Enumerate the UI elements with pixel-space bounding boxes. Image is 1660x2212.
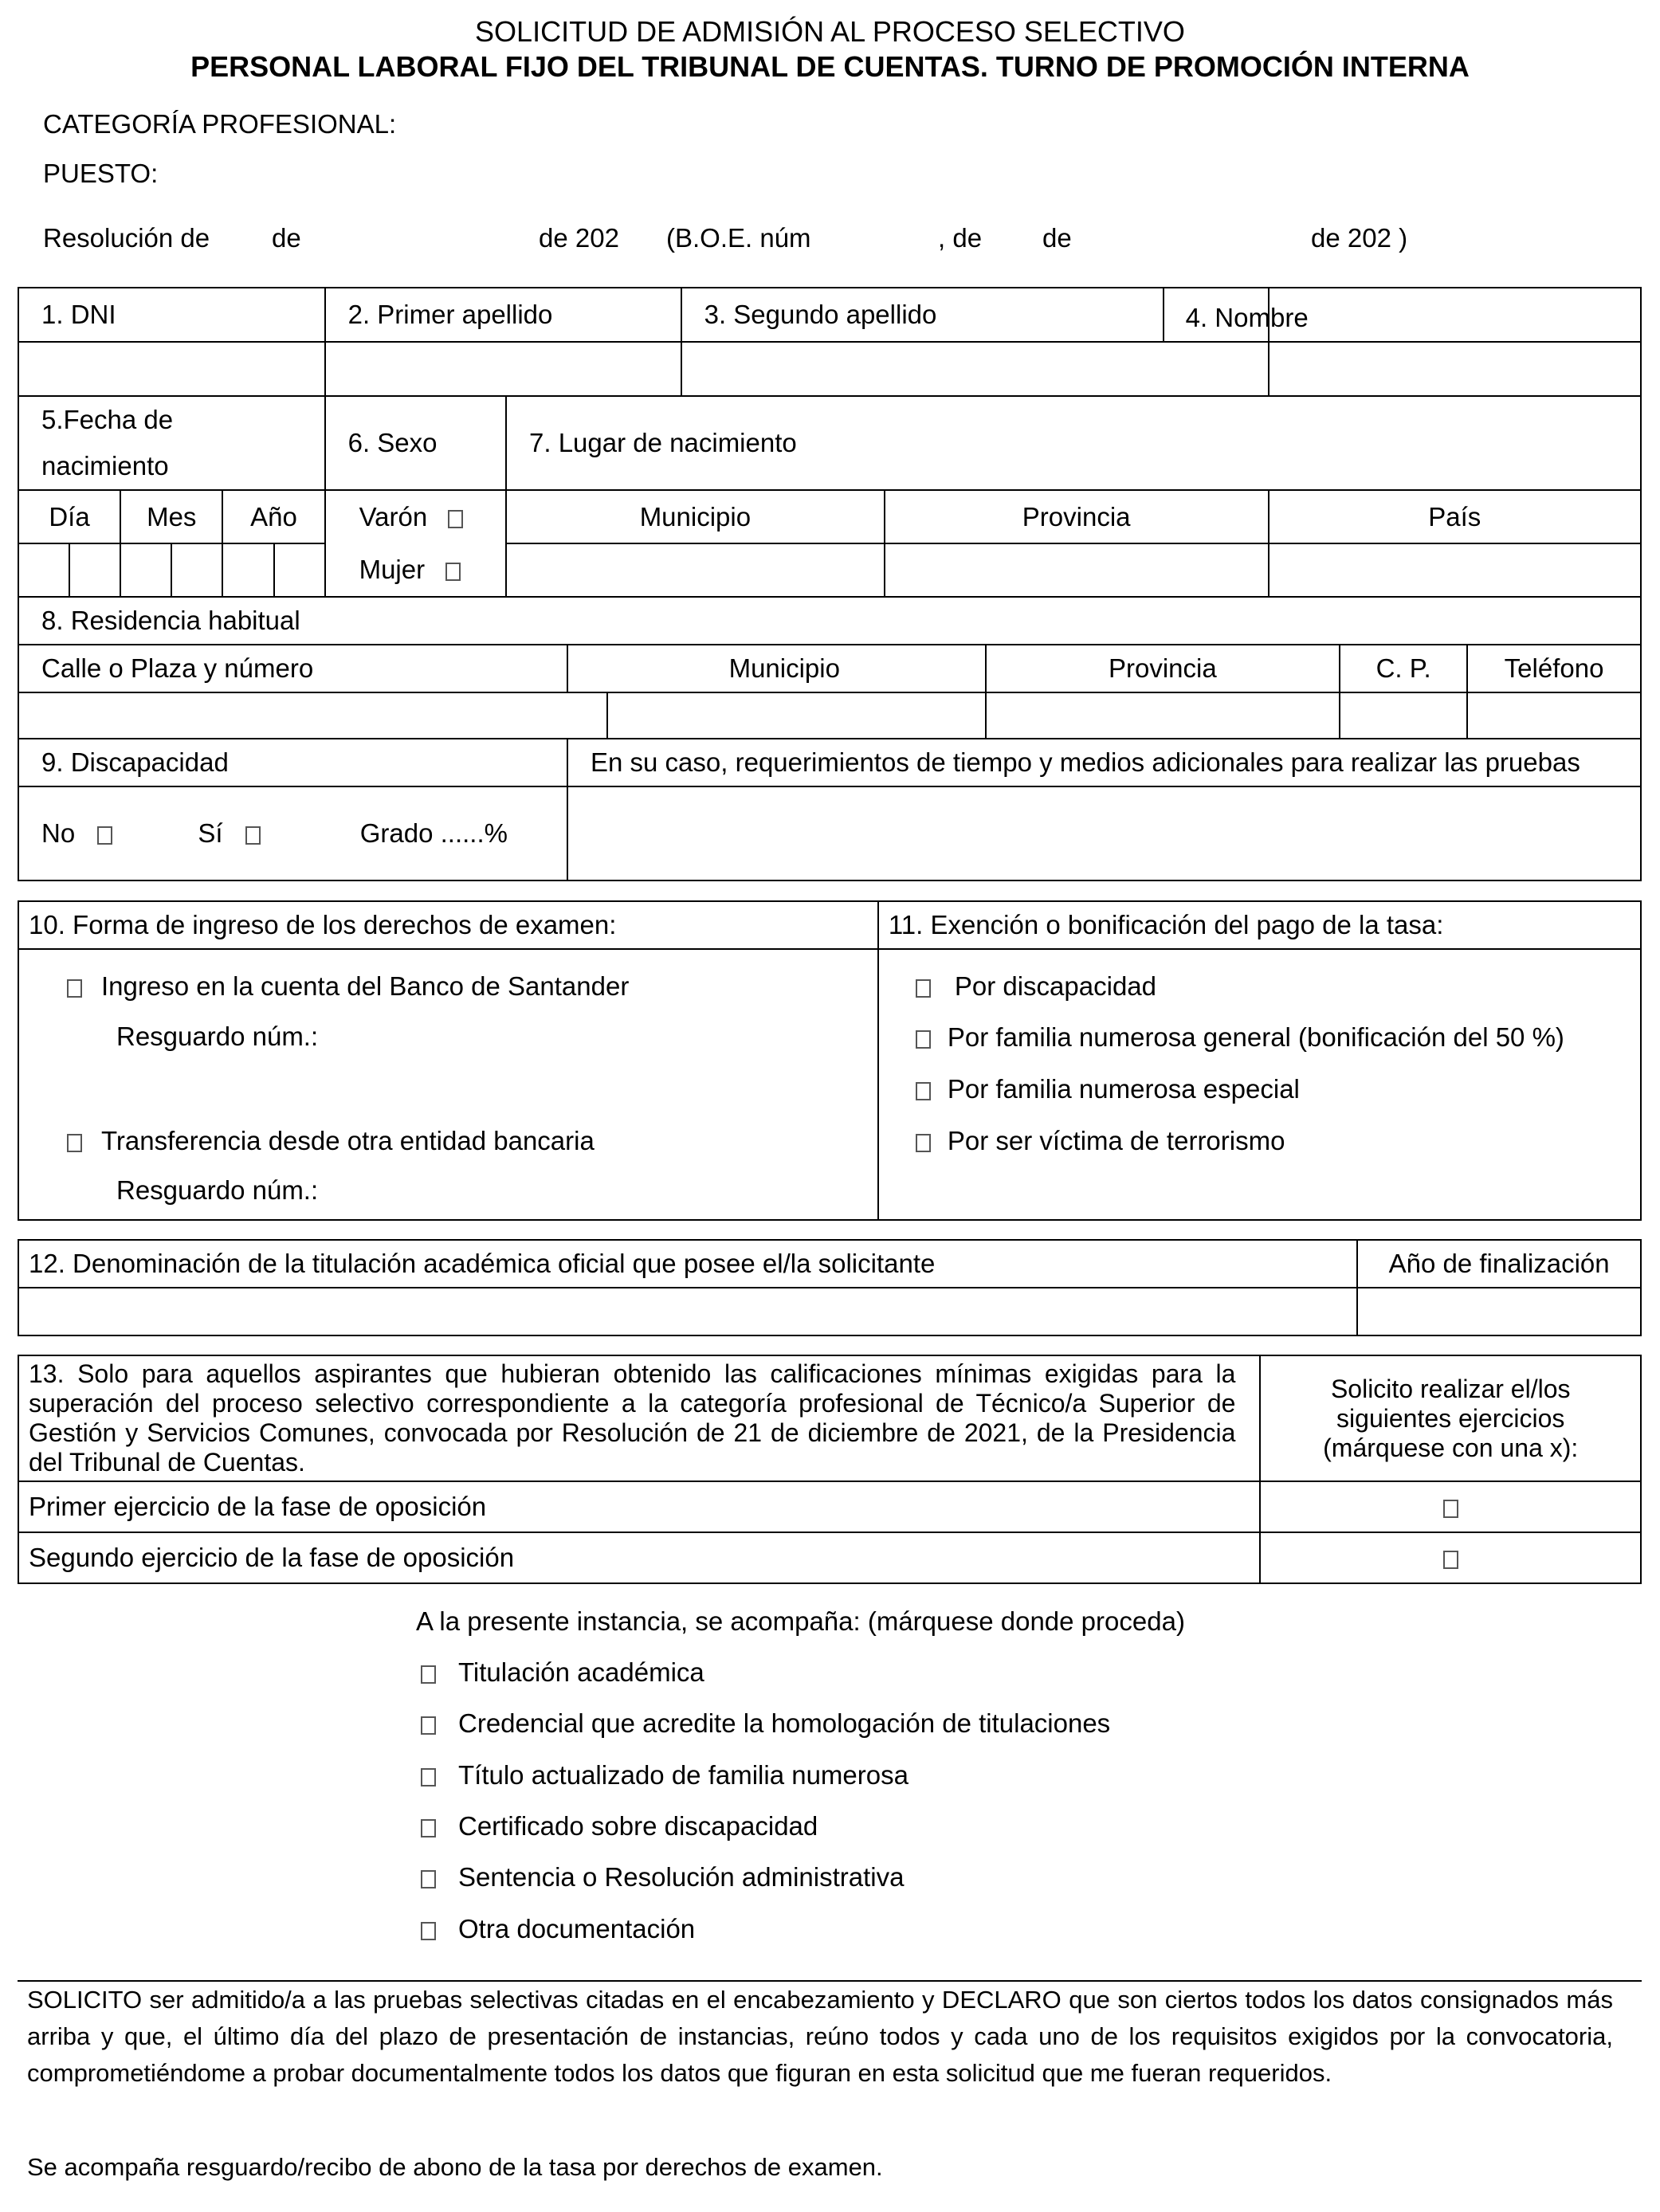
dni-label: 1. DNI bbox=[18, 288, 325, 342]
calle-label: Calle o Plaza y número bbox=[18, 645, 567, 692]
exencion-options bbox=[878, 949, 1641, 1220]
dia-digit-1[interactable] bbox=[18, 543, 69, 597]
attachment-item: Credencial que acredite la homologación de titulaciones bbox=[458, 1708, 1111, 1738]
provincia-field[interactable] bbox=[885, 543, 1269, 597]
resguardo-2-label: Resguardo núm.: bbox=[116, 1175, 319, 1205]
solicito-ejercicios-label: Solicito realizar el/los siguientes ejercicios (márquese con una x): bbox=[1260, 1355, 1641, 1481]
varon-checkbox[interactable] bbox=[448, 510, 463, 528]
exencion-item: Por ser víctima de terrorismo bbox=[947, 1126, 1285, 1155]
exencion-item: Por familia numerosa especial bbox=[947, 1074, 1300, 1104]
ingreso-banco-label: Ingreso en la cuenta del Banco de Santander bbox=[101, 971, 630, 1001]
requerimientos-label: En su caso, requerimientos de tiempo y medios adicionales para realizar las pruebas bbox=[567, 739, 1641, 786]
anio-digit-1[interactable] bbox=[222, 543, 273, 597]
mujer-label: Mujer bbox=[359, 555, 426, 584]
res-provincia-field[interactable] bbox=[986, 692, 1340, 739]
ejercicios-table bbox=[18, 1355, 1642, 1584]
exencion-label: 11. Exención o bonificación del pago de la tasa: bbox=[878, 901, 1641, 949]
fecha-nacimiento-label: 5.Fecha de nacimiento bbox=[18, 396, 325, 490]
requerimientos-field[interactable] bbox=[567, 786, 1641, 880]
seccion-13-text: 13. Solo para aquellos aspirantes que hubieran obtenido las calificaciones mínimas exigidas para la superación del proceso selectivo correspondiente a la categoría profesional de Técnico/a Superior de Gestión y Servicios Comunes, convocada por Resolución de 21 de diciembre de 2021, de la Presidencia del Tribunal de Cuentas. bbox=[18, 1355, 1260, 1481]
residence-table bbox=[18, 596, 1642, 881]
payment-table bbox=[18, 900, 1642, 1221]
res-municipio-label: Municipio bbox=[567, 645, 986, 692]
attachment-checkbox[interactable] bbox=[421, 1819, 436, 1837]
discapacidad-label: 9. Discapacidad bbox=[18, 739, 567, 786]
anio-label: Año bbox=[222, 490, 324, 543]
solicito-declaration: SOLICITO ser admitido/a a las pruebas selectivas citadas en el encabezamiento y DECLARO que son ciertos todos los datos consignados más arriba y que, el último día del plazo de presentación de instancias, reúno todos y cada uno de los requisitos exigidos por la convocatoria, comprometiéndome a probar documentalmente todos los datos que figuran en esta solicitud que me fueran requeridos. bbox=[27, 1986, 1613, 2087]
mes-digit-1[interactable] bbox=[120, 543, 171, 597]
primer-ejercicio-checkbox[interactable] bbox=[1443, 1500, 1458, 1518]
res-municipio-field[interactable] bbox=[607, 692, 986, 739]
lugar-nacimiento-label: 7. Lugar de nacimiento bbox=[506, 396, 1641, 490]
puesto-label: PUESTO: bbox=[43, 159, 159, 188]
discapacidad-options bbox=[18, 786, 567, 880]
pais-field[interactable] bbox=[1269, 543, 1641, 597]
exencion-item: Por discapacidad bbox=[954, 971, 1156, 1001]
pais-label: País bbox=[1269, 490, 1641, 543]
mujer-checkbox[interactable] bbox=[445, 563, 461, 581]
cp-label: C. P. bbox=[1340, 645, 1467, 692]
attachments-heading: A la presente instancia, se acompaña: (márquese donde proceda) bbox=[416, 1606, 1185, 1636]
attachment-item: Título actualizado de familia numerosa bbox=[458, 1760, 908, 1790]
attachment-checkbox[interactable] bbox=[421, 1870, 436, 1888]
forma-ingreso-options bbox=[18, 949, 878, 1220]
attachment-checkbox[interactable] bbox=[421, 1665, 436, 1684]
si-checkbox[interactable] bbox=[245, 826, 261, 845]
dia-digit-2[interactable] bbox=[69, 543, 120, 597]
mes-digit-2[interactable] bbox=[171, 543, 222, 597]
anio-finalizacion-field[interactable] bbox=[1357, 1288, 1641, 1335]
transferencia-label: Transferencia desde otra entidad bancaria bbox=[101, 1126, 595, 1155]
attachment-checkbox[interactable] bbox=[421, 1768, 436, 1786]
dia-label: Día bbox=[18, 490, 120, 543]
no-label: No bbox=[41, 818, 76, 848]
segundo-apellido-field[interactable] bbox=[681, 342, 1269, 396]
form-title: SOLICITUD DE ADMISIÓN AL PROCESO SELECTIVO bbox=[475, 15, 1185, 48]
resolucion-year: de 202 bbox=[539, 223, 619, 253]
attachment-checkbox[interactable] bbox=[421, 1922, 436, 1940]
residencia-label: 8. Residencia habitual bbox=[18, 597, 1641, 645]
primer-apellido-field[interactable] bbox=[325, 342, 681, 396]
attachment-item: Certificado sobre discapacidad bbox=[458, 1811, 818, 1841]
resolucion-label: Resolución de bbox=[43, 223, 210, 253]
segundo-ejercicio-checkbox[interactable] bbox=[1443, 1551, 1458, 1569]
attachment-item: Otra documentación bbox=[458, 1914, 696, 1943]
resguardo-1-label: Resguardo núm.: bbox=[116, 1022, 319, 1051]
titulacion-label: 12. Denominación de la titulación académica oficial que posee el/la solicitante bbox=[18, 1240, 1357, 1288]
telefono-label: Teléfono bbox=[1467, 645, 1641, 692]
no-checkbox[interactable] bbox=[97, 826, 112, 845]
titulacion-table bbox=[18, 1239, 1642, 1336]
provincia-label: Provincia bbox=[885, 490, 1269, 543]
exencion-terrorismo-checkbox[interactable] bbox=[916, 1134, 931, 1152]
form-subtitle: PERSONAL LABORAL FIJO DEL TRIBUNAL DE CUENTAS. TURNO DE PROMOCIÓN INTERNA bbox=[190, 50, 1470, 83]
boe-de-2: de bbox=[1042, 223, 1072, 253]
anio-digit-2[interactable] bbox=[274, 543, 325, 597]
personal-data-table bbox=[18, 287, 1642, 598]
forma-ingreso-label: 10. Forma de ingreso de los derechos de examen: bbox=[18, 901, 878, 949]
exencion-fam-especial-checkbox[interactable] bbox=[916, 1082, 931, 1100]
resolucion-de-1: de bbox=[272, 223, 301, 253]
varon-label: Varón bbox=[359, 502, 428, 531]
telefono-field[interactable] bbox=[1467, 692, 1641, 739]
grado-label: Grado ......% bbox=[359, 818, 508, 848]
municipio-field[interactable] bbox=[506, 543, 885, 597]
si-label: Sí bbox=[198, 818, 223, 848]
calle-field[interactable] bbox=[18, 692, 607, 739]
sexo-label: 6. Sexo bbox=[325, 396, 506, 490]
attachment-item: Sentencia o Resolución administrativa bbox=[458, 1862, 905, 1892]
transferencia-checkbox[interactable] bbox=[67, 1134, 82, 1152]
boe-de-1: , de bbox=[938, 223, 983, 253]
primer-ejercicio-label: Primer ejercicio de la fase de oposición bbox=[18, 1481, 1260, 1532]
titulacion-field[interactable] bbox=[18, 1288, 1357, 1335]
primer-apellido-label: 2. Primer apellido bbox=[325, 288, 681, 342]
sexo-options bbox=[325, 490, 506, 597]
ingreso-banco-checkbox[interactable] bbox=[67, 979, 82, 998]
segundo-apellido-label: 3. Segundo apellido 4. Nombre bbox=[681, 288, 1269, 342]
dni-field[interactable] bbox=[18, 342, 325, 396]
cp-field[interactable] bbox=[1340, 692, 1467, 739]
resguardo-note: Se acompaña resguardo/recibo de abono de la tasa por derechos de examen. bbox=[27, 2153, 883, 2181]
exencion-discapacidad-checkbox[interactable] bbox=[916, 979, 931, 998]
attachment-item: Titulación académica bbox=[458, 1657, 704, 1687]
anio-finalizacion-label: Año de finalización bbox=[1357, 1240, 1641, 1288]
categoria-label: CATEGORÍA PROFESIONAL: bbox=[43, 109, 397, 139]
municipio-label: Municipio bbox=[506, 490, 885, 543]
nombre-label: 4. Nombre bbox=[1185, 303, 1309, 332]
exencion-item: Por familia numerosa general (bonificación del 50 %) bbox=[947, 1022, 1564, 1052]
attachment-checkbox[interactable] bbox=[421, 1716, 436, 1735]
boe-num-label: (B.O.E. núm bbox=[666, 223, 811, 253]
segundo-ejercicio-label: Segundo ejercicio de la fase de oposición bbox=[18, 1532, 1260, 1583]
nombre-field[interactable] bbox=[1269, 342, 1641, 396]
exencion-fam-general-checkbox[interactable] bbox=[916, 1030, 931, 1049]
mes-label: Mes bbox=[120, 490, 222, 543]
boe-year: de 202 ) bbox=[1311, 223, 1408, 253]
res-provincia-label: Provincia bbox=[986, 645, 1340, 692]
